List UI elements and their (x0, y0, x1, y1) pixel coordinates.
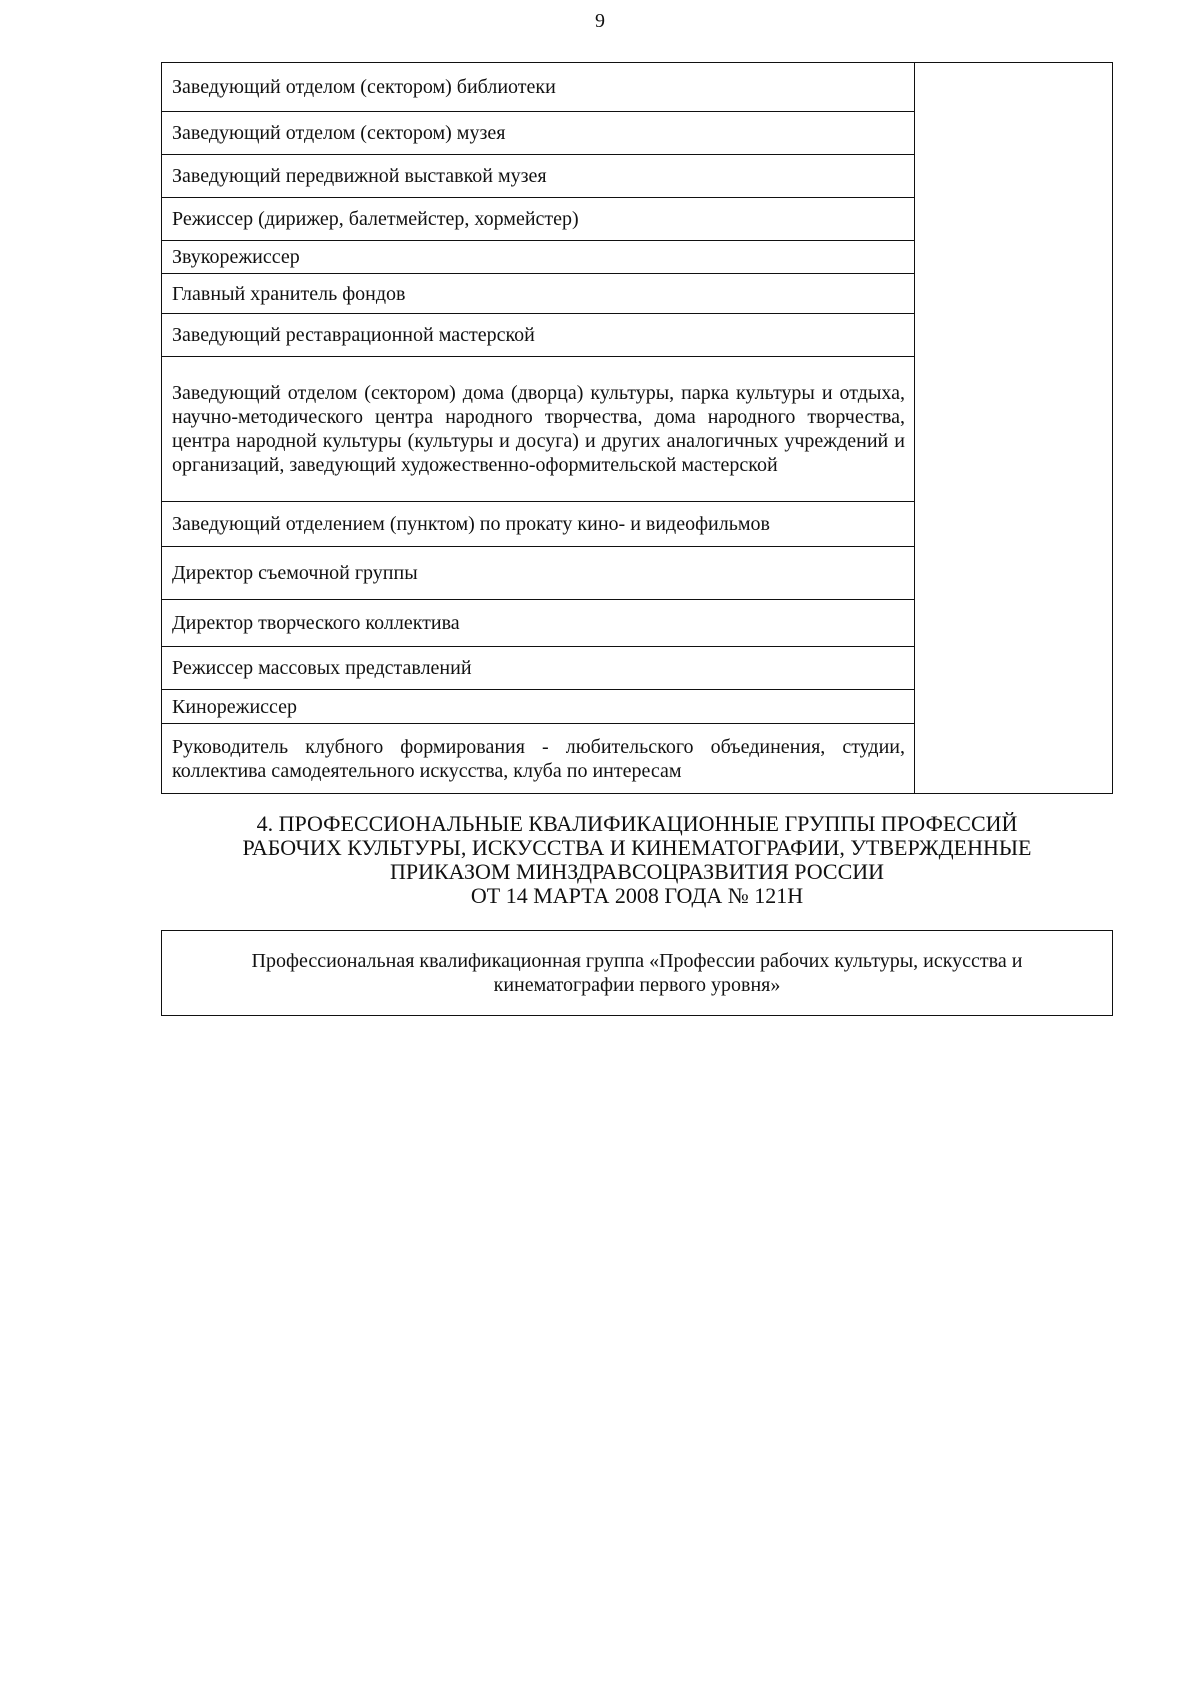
empty-right-column (915, 63, 1113, 794)
position-cell: Звукорежиссер (162, 241, 915, 274)
section-heading (161, 812, 1113, 908)
position-cell: Кинорежиссер (162, 690, 915, 724)
section-heading-line: 4. ПРОФЕССИОНАЛЬНЫЕ КВАЛИФИКАЦИОННЫЕ ГРУППЫ ПРОФЕССИЙ (256, 811, 1018, 836)
position-cell: Заведующий отделом (сектором) музея (162, 112, 915, 155)
position-cell: Заведующий отделением (пунктом) по прокату кино- и видеофильмов (162, 502, 915, 547)
qualification-group-title: Профессиональная квалификационная группа «Профессии рабочих культуры, искусства и кинематографии первого уровня» (251, 950, 1023, 996)
page-number: 9 (595, 10, 605, 32)
position-cell: Руководитель клубного формирования - любительского объединения, студии, коллектива самодеятельного искусства, клуба по интересам (162, 724, 915, 794)
table-row (162, 63, 1113, 112)
position-cell: Заведующий отделом (сектором) дома (дворца) культуры, парка культуры и отдыха, научно-методического центра народного творчества, дома народного творчества, центра народной культуры (культуры и досуга) и других аналогичных учреждений и организаций, заведующий художественно-оформительской мастерской (162, 357, 915, 502)
positions-table (161, 62, 1113, 794)
position-cell: Заведующий передвижной выставкой музея (162, 155, 915, 198)
section-heading-line: ПРИКАЗОМ МИНЗДРАВСОЦРАЗВИТИЯ РОССИИ (389, 859, 885, 884)
position-cell: Заведующий реставрационной мастерской (162, 314, 915, 357)
position-cell: Режиссер массовых представлений (162, 647, 915, 690)
section-heading-line: РАБОЧИХ КУЛЬТУРЫ, ИСКУССТВА И КИНЕМАТОГРАФИИ, УТВЕРЖДЕННЫЕ (242, 835, 1032, 860)
qualification-group-box (161, 930, 1113, 1016)
position-cell: Главный хранитель фондов (162, 274, 915, 314)
position-cell: Директор съемочной группы (162, 547, 915, 600)
position-cell: Директор творческого коллектива (162, 600, 915, 647)
section-heading-line: ОТ 14 МАРТА 2008 ГОДА № 121Н (470, 883, 804, 908)
position-cell: Заведующий отделом (сектором) библиотеки (162, 63, 915, 112)
position-cell: Режиссер (дирижер, балетмейстер, хормейстер) (162, 198, 915, 241)
